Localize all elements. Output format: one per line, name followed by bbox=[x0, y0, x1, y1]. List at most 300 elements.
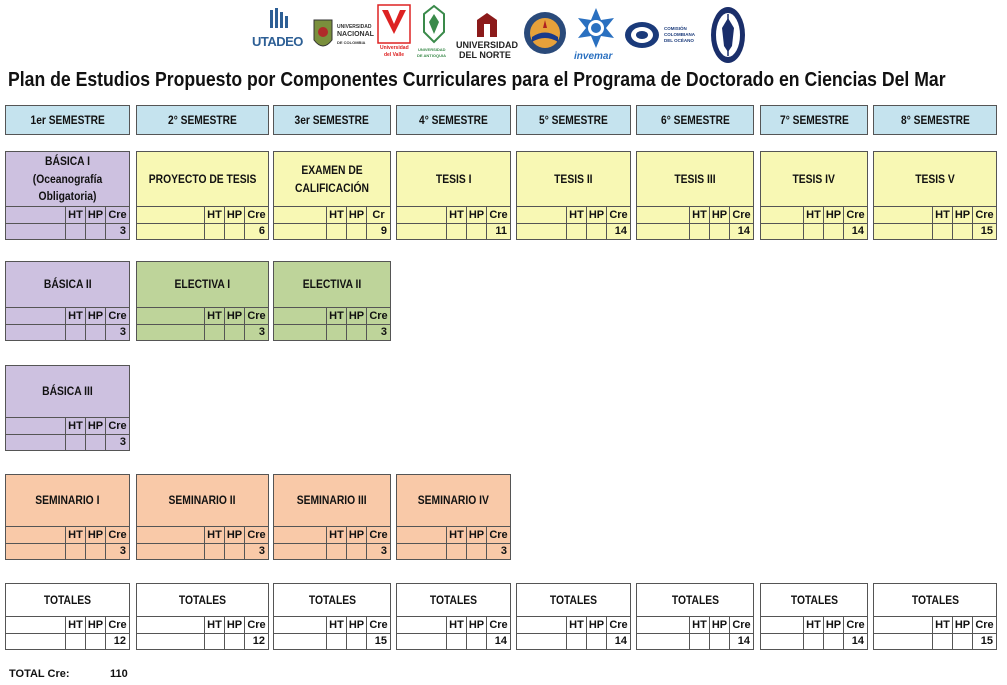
hours-header-row bbox=[274, 617, 390, 634]
hp-header-cell: HP bbox=[952, 617, 972, 633]
totals-box bbox=[760, 583, 868, 650]
course-box bbox=[273, 261, 391, 341]
course-box bbox=[760, 151, 868, 240]
course-box bbox=[873, 151, 997, 240]
hours-header-row bbox=[637, 617, 753, 634]
hours-value-row bbox=[874, 633, 996, 649]
hp-value-cell bbox=[586, 633, 606, 649]
ht-value-cell bbox=[326, 223, 346, 239]
hours-value-row bbox=[6, 543, 129, 559]
hours-grid bbox=[761, 616, 867, 649]
hours-header-row bbox=[6, 527, 129, 544]
course-name bbox=[517, 584, 630, 617]
invemar-text: invemar bbox=[574, 51, 613, 62]
course-name-text: TESIS II bbox=[554, 171, 593, 186]
udea-text-1: UNIVERSIDAD bbox=[418, 47, 446, 52]
hp-value-cell bbox=[586, 223, 606, 239]
semester-header bbox=[396, 105, 511, 135]
course-name bbox=[874, 152, 996, 207]
course-name bbox=[137, 475, 268, 527]
uninorte-text-1: UNIVERSIDAD bbox=[456, 40, 519, 50]
hp-value-cell bbox=[346, 633, 366, 649]
cre-value-cell: 3 bbox=[105, 434, 129, 450]
semester-label: 7° SEMESTRE bbox=[779, 113, 849, 127]
course-name-text: SEMINARIO IV bbox=[417, 493, 490, 508]
hp-header-cell: HP bbox=[346, 527, 366, 543]
hp-value-cell bbox=[224, 223, 244, 239]
ht-value-cell bbox=[65, 223, 85, 239]
hours-header-row bbox=[397, 617, 510, 634]
hp-header-cell: HP bbox=[85, 617, 105, 633]
cre-header-cell: Cre bbox=[843, 617, 867, 633]
semester-label: 8° SEMESTRE bbox=[900, 113, 970, 127]
hours-grid bbox=[517, 206, 630, 239]
semester-label: 1er SEMESTRE bbox=[30, 113, 105, 127]
course-box bbox=[516, 151, 631, 240]
hours-grid bbox=[6, 417, 129, 450]
course-name bbox=[274, 584, 390, 617]
cre-header-cell: Cre bbox=[105, 617, 129, 633]
ht-header-cell: HT bbox=[204, 308, 224, 324]
course-name-text: ELECTIVA I bbox=[174, 277, 231, 292]
hp-header-cell: HP bbox=[224, 308, 244, 324]
course-box bbox=[5, 365, 130, 451]
hp-value-cell bbox=[85, 324, 105, 340]
course-name-text: TESIS III bbox=[674, 171, 716, 186]
ht-header-cell: HT bbox=[689, 617, 709, 633]
total-cre-label: TOTAL Cre: bbox=[9, 668, 70, 680]
ht-value-cell bbox=[446, 543, 466, 559]
totals-box bbox=[5, 583, 130, 650]
course-name bbox=[6, 584, 129, 617]
course-name bbox=[137, 584, 268, 617]
course-box bbox=[273, 474, 391, 560]
hours-grid bbox=[637, 616, 753, 649]
course-box bbox=[273, 151, 391, 240]
course-box bbox=[136, 261, 269, 341]
totals-box bbox=[636, 583, 754, 650]
emblem-logo bbox=[522, 4, 568, 66]
cre-value-cell: 14 bbox=[729, 633, 753, 649]
hours-value-row bbox=[274, 223, 390, 239]
course-name-text: SEMINARIO I bbox=[35, 493, 100, 508]
hours-value-row bbox=[274, 324, 390, 340]
hours-value-row bbox=[6, 223, 129, 239]
course-name-text: TOTALES bbox=[43, 592, 92, 607]
cre-header-cell: Cre bbox=[105, 527, 129, 543]
cre-value-cell: 3 bbox=[105, 223, 129, 239]
hours-grid bbox=[137, 526, 268, 559]
cre-value-cell: 3 bbox=[105, 324, 129, 340]
hp-value-cell bbox=[224, 543, 244, 559]
ht-header-cell: HT bbox=[204, 527, 224, 543]
hp-value-cell bbox=[346, 543, 366, 559]
course-name-text: EXAMEN DE CALIFICACIÓN bbox=[295, 163, 369, 195]
course-box bbox=[636, 151, 754, 240]
course-name-text: TESIS I bbox=[435, 171, 472, 186]
hp-header-cell: HP bbox=[823, 207, 843, 223]
course-name bbox=[6, 262, 129, 308]
hours-grid bbox=[874, 616, 996, 649]
ht-value-cell bbox=[932, 633, 952, 649]
cre-value-cell: 14 bbox=[486, 633, 510, 649]
uninorte-logo bbox=[456, 4, 518, 66]
hours-header-row bbox=[397, 527, 510, 544]
hp-header-cell: HP bbox=[346, 308, 366, 324]
semester-label: 4° SEMESTRE bbox=[419, 113, 488, 127]
course-name-text: TOTALES bbox=[308, 592, 356, 607]
hp-header-cell: HP bbox=[709, 207, 729, 223]
course-name bbox=[274, 262, 390, 308]
cre-header-cell: Cre bbox=[729, 207, 753, 223]
hours-value-row bbox=[397, 543, 510, 559]
course-name bbox=[274, 475, 390, 527]
hours-value-row bbox=[137, 324, 268, 340]
hours-grid bbox=[6, 616, 129, 649]
hp-value-cell bbox=[85, 633, 105, 649]
univalle-text-2: del Valle bbox=[384, 52, 405, 58]
hours-value-row bbox=[6, 434, 129, 450]
course-name-text: PROYECTO DE TESIS bbox=[148, 171, 257, 186]
hours-grid bbox=[397, 526, 510, 559]
ht-header-cell: HT bbox=[446, 527, 466, 543]
hp-header-cell: HP bbox=[466, 617, 486, 633]
ht-value-cell bbox=[204, 324, 224, 340]
total-cre-value: 110 bbox=[110, 668, 128, 680]
course-name bbox=[397, 584, 510, 617]
hours-grid bbox=[274, 616, 390, 649]
semester-label: 2° SEMESTRE bbox=[168, 113, 237, 127]
semester-label: 3er SEMESTRE bbox=[294, 113, 370, 127]
ht-header-cell: HT bbox=[326, 207, 346, 223]
ht-value-cell bbox=[65, 633, 85, 649]
hours-header-row bbox=[397, 207, 510, 224]
ht-value-cell bbox=[446, 633, 466, 649]
cre-value-cell: 3 bbox=[105, 543, 129, 559]
unal-text-3: DE COLOMBIA bbox=[337, 40, 366, 45]
hours-header-row bbox=[137, 617, 268, 634]
hp-header-cell: HP bbox=[823, 617, 843, 633]
ht-header-cell: HT bbox=[689, 207, 709, 223]
hp-value-cell bbox=[952, 633, 972, 649]
hp-value-cell bbox=[85, 543, 105, 559]
hours-value-row bbox=[637, 633, 753, 649]
ht-header-cell: HT bbox=[932, 207, 952, 223]
course-box bbox=[5, 151, 130, 240]
ht-value-cell bbox=[204, 543, 224, 559]
hours-header-row bbox=[274, 207, 390, 224]
hours-grid bbox=[6, 526, 129, 559]
ht-header-cell: HT bbox=[803, 617, 823, 633]
ht-header-cell: HT bbox=[65, 617, 85, 633]
course-name bbox=[6, 366, 129, 418]
cco-text-2: COLOMBIANA bbox=[664, 32, 695, 37]
ht-value-cell bbox=[204, 633, 224, 649]
semester-header bbox=[136, 105, 269, 135]
cre-value-cell: 3 bbox=[486, 543, 510, 559]
hours-grid bbox=[137, 307, 268, 340]
ht-value-cell bbox=[326, 633, 346, 649]
cre-header-cell: Cre bbox=[486, 207, 510, 223]
course-name bbox=[6, 152, 129, 207]
ht-value-cell bbox=[803, 223, 823, 239]
cre-value-cell: 12 bbox=[105, 633, 129, 649]
ht-value-cell bbox=[65, 543, 85, 559]
hours-header-row bbox=[137, 527, 268, 544]
semester-label: 5° SEMESTRE bbox=[539, 113, 608, 127]
udea-text-2: DE ANTIOQUIA bbox=[417, 53, 446, 58]
ht-value-cell bbox=[689, 223, 709, 239]
cre-header-cell: Cre bbox=[244, 527, 268, 543]
hours-value-row bbox=[517, 223, 630, 239]
hours-grid bbox=[517, 616, 630, 649]
course-name bbox=[637, 584, 753, 617]
hours-header-row bbox=[637, 207, 753, 224]
totals-box bbox=[396, 583, 511, 650]
hp-value-cell bbox=[823, 223, 843, 239]
hp-value-cell bbox=[346, 223, 366, 239]
ht-value-cell bbox=[65, 434, 85, 450]
hp-header-cell: HP bbox=[85, 527, 105, 543]
hours-header-row bbox=[874, 207, 996, 224]
course-box bbox=[5, 261, 130, 341]
course-name-text: BÁSICA III bbox=[42, 384, 93, 399]
uninorte-text-2: DEL NORTE bbox=[459, 50, 511, 60]
ht-value-cell bbox=[326, 543, 346, 559]
ht-header-cell: HT bbox=[566, 207, 586, 223]
totals-box bbox=[273, 583, 391, 650]
hours-value-row bbox=[274, 543, 390, 559]
hours-grid bbox=[397, 206, 510, 239]
cre-value-cell: 12 bbox=[244, 633, 268, 649]
ht-header-cell: HT bbox=[65, 308, 85, 324]
ht-header-cell: HT bbox=[204, 207, 224, 223]
course-name-text: TOTALES bbox=[549, 592, 598, 607]
cre-header-cell: Cre bbox=[972, 617, 996, 633]
ht-header-cell: HT bbox=[803, 207, 823, 223]
cre-value-cell: 3 bbox=[366, 324, 390, 340]
cco-logo bbox=[624, 4, 704, 66]
cre-header-cell: Cr bbox=[366, 207, 390, 223]
totals-box bbox=[136, 583, 269, 650]
totals-box bbox=[873, 583, 997, 650]
course-name-text: TOTALES bbox=[671, 592, 719, 607]
course-name bbox=[874, 584, 996, 617]
semester-header bbox=[273, 105, 391, 135]
hp-header-cell: HP bbox=[586, 207, 606, 223]
course-name bbox=[6, 475, 129, 527]
ht-value-cell bbox=[204, 223, 224, 239]
hp-value-cell bbox=[346, 324, 366, 340]
cre-header-cell: Cre bbox=[972, 207, 996, 223]
ht-header-cell: HT bbox=[326, 617, 346, 633]
utadeo-text: UTADEO bbox=[252, 34, 303, 49]
cre-header-cell: Cre bbox=[366, 308, 390, 324]
cre-header-cell: Cre bbox=[105, 308, 129, 324]
cre-value-cell: 14 bbox=[843, 633, 867, 649]
semester-header bbox=[516, 105, 631, 135]
ht-header-cell: HT bbox=[446, 207, 466, 223]
armada-logo bbox=[708, 4, 748, 66]
course-name bbox=[637, 152, 753, 207]
ht-header-cell: HT bbox=[204, 617, 224, 633]
course-name-text: BÁSICA II bbox=[43, 277, 92, 292]
course-name bbox=[517, 152, 630, 207]
cre-header-cell: Cre bbox=[606, 617, 630, 633]
semester-header bbox=[873, 105, 997, 135]
hours-value-row bbox=[6, 324, 129, 340]
utadeo-logo bbox=[250, 4, 306, 66]
hours-header-row bbox=[874, 617, 996, 634]
course-name-text: TOTALES bbox=[911, 592, 959, 607]
course-name bbox=[137, 262, 268, 308]
hp-value-cell bbox=[224, 324, 244, 340]
ht-header-cell: HT bbox=[326, 308, 346, 324]
hp-header-cell: HP bbox=[952, 207, 972, 223]
cco-text-3: DEL OCÉANO bbox=[664, 38, 694, 43]
cre-header-cell: Cre bbox=[606, 207, 630, 223]
cre-header-cell: Cre bbox=[244, 308, 268, 324]
hp-header-cell: HP bbox=[346, 617, 366, 633]
cre-header-cell: Cre bbox=[105, 207, 129, 223]
semester-header bbox=[5, 105, 130, 135]
course-box bbox=[136, 474, 269, 560]
ht-value-cell bbox=[446, 223, 466, 239]
semester-header bbox=[760, 105, 868, 135]
cre-value-cell: 14 bbox=[606, 223, 630, 239]
hours-header-row bbox=[6, 617, 129, 634]
univalle-text-1: Universidad bbox=[380, 45, 409, 51]
course-name-text: SEMINARIO III bbox=[297, 493, 367, 508]
course-box bbox=[396, 151, 511, 240]
cre-header-cell: Cre bbox=[486, 527, 510, 543]
hp-value-cell bbox=[823, 633, 843, 649]
hours-grid bbox=[137, 616, 268, 649]
hours-header-row bbox=[517, 617, 630, 634]
hours-grid bbox=[637, 206, 753, 239]
hp-header-cell: HP bbox=[224, 207, 244, 223]
course-name bbox=[397, 152, 510, 207]
hp-value-cell bbox=[952, 223, 972, 239]
ht-value-cell bbox=[65, 324, 85, 340]
cre-value-cell: 14 bbox=[729, 223, 753, 239]
ht-header-cell: HT bbox=[566, 617, 586, 633]
hours-value-row bbox=[637, 223, 753, 239]
course-box bbox=[396, 474, 511, 560]
hours-value-row bbox=[397, 633, 510, 649]
hours-value-row bbox=[137, 543, 268, 559]
hours-grid bbox=[761, 206, 867, 239]
cre-header-cell: Cre bbox=[244, 617, 268, 633]
cre-header-cell: Cre bbox=[843, 207, 867, 223]
hours-value-row bbox=[874, 223, 996, 239]
semester-header bbox=[636, 105, 754, 135]
hours-value-row bbox=[137, 223, 268, 239]
hp-header-cell: HP bbox=[709, 617, 729, 633]
cre-value-cell: 3 bbox=[244, 543, 268, 559]
cre-value-cell: 3 bbox=[366, 543, 390, 559]
cco-text-1: COMISIÓN bbox=[664, 26, 687, 31]
cre-value-cell: 14 bbox=[843, 223, 867, 239]
hours-value-row bbox=[761, 223, 867, 239]
hours-header-row bbox=[6, 308, 129, 325]
course-name-text: ELECTIVA II bbox=[302, 277, 362, 292]
hours-value-row bbox=[761, 633, 867, 649]
hours-header-row bbox=[274, 527, 390, 544]
hp-header-cell: HP bbox=[346, 207, 366, 223]
ht-header-cell: HT bbox=[326, 527, 346, 543]
hp-header-cell: HP bbox=[85, 308, 105, 324]
invemar-logo bbox=[572, 4, 620, 66]
course-name-text: SEMINARIO II bbox=[168, 493, 237, 508]
hours-value-row bbox=[397, 223, 510, 239]
logos-strip bbox=[250, 4, 750, 66]
hours-grid bbox=[6, 206, 129, 239]
hp-header-cell: HP bbox=[586, 617, 606, 633]
hp-header-cell: HP bbox=[85, 418, 105, 434]
hours-grid bbox=[274, 307, 390, 340]
hp-value-cell bbox=[224, 633, 244, 649]
cre-value-cell: 11 bbox=[486, 223, 510, 239]
hours-header-row bbox=[761, 617, 867, 634]
hp-value-cell bbox=[85, 434, 105, 450]
hp-value-cell bbox=[85, 223, 105, 239]
course-box bbox=[136, 151, 269, 240]
course-name bbox=[137, 152, 268, 207]
course-name bbox=[761, 152, 867, 207]
ht-value-cell bbox=[326, 324, 346, 340]
hours-grid bbox=[6, 307, 129, 340]
cre-value-cell: 15 bbox=[972, 223, 996, 239]
hp-value-cell bbox=[709, 633, 729, 649]
ht-value-cell bbox=[566, 223, 586, 239]
course-name-text: TOTALES bbox=[429, 592, 478, 607]
totals-box bbox=[516, 583, 631, 650]
course-name-text: TOTALES bbox=[178, 592, 227, 607]
course-name-text: TOTALES bbox=[790, 592, 838, 607]
hours-grid bbox=[274, 206, 390, 239]
cre-value-cell: 6 bbox=[244, 223, 268, 239]
hours-value-row bbox=[137, 633, 268, 649]
ht-header-cell: HT bbox=[446, 617, 466, 633]
ht-value-cell bbox=[566, 633, 586, 649]
hours-header-row bbox=[137, 308, 268, 325]
cre-header-cell: Cre bbox=[486, 617, 510, 633]
course-name-text: TESIS V bbox=[915, 171, 955, 186]
unal-logo bbox=[310, 4, 372, 66]
cre-value-cell: 15 bbox=[972, 633, 996, 649]
ht-header-cell: HT bbox=[65, 527, 85, 543]
cre-header-cell: Cre bbox=[366, 527, 390, 543]
semester-label: 6° SEMESTRE bbox=[660, 113, 730, 127]
ht-header-cell: HT bbox=[932, 617, 952, 633]
hp-header-cell: HP bbox=[224, 617, 244, 633]
course-name bbox=[274, 152, 390, 207]
ht-value-cell bbox=[689, 633, 709, 649]
hours-header-row bbox=[274, 308, 390, 325]
hours-header-row bbox=[761, 207, 867, 224]
cre-value-cell: 9 bbox=[366, 223, 390, 239]
cre-value-cell: 15 bbox=[366, 633, 390, 649]
cre-header-cell: Cre bbox=[366, 617, 390, 633]
unal-text-2: NACIONAL bbox=[337, 31, 374, 38]
hp-value-cell bbox=[466, 633, 486, 649]
course-name-text: TESIS IV bbox=[792, 171, 836, 186]
page-title: Plan de Estudios Propuesto por Componentes Curriculares para el Programa de Doctorado en Ciencias Del Mar bbox=[8, 68, 946, 91]
udea-logo bbox=[416, 4, 452, 66]
hours-header-row bbox=[517, 207, 630, 224]
hp-header-cell: HP bbox=[85, 207, 105, 223]
